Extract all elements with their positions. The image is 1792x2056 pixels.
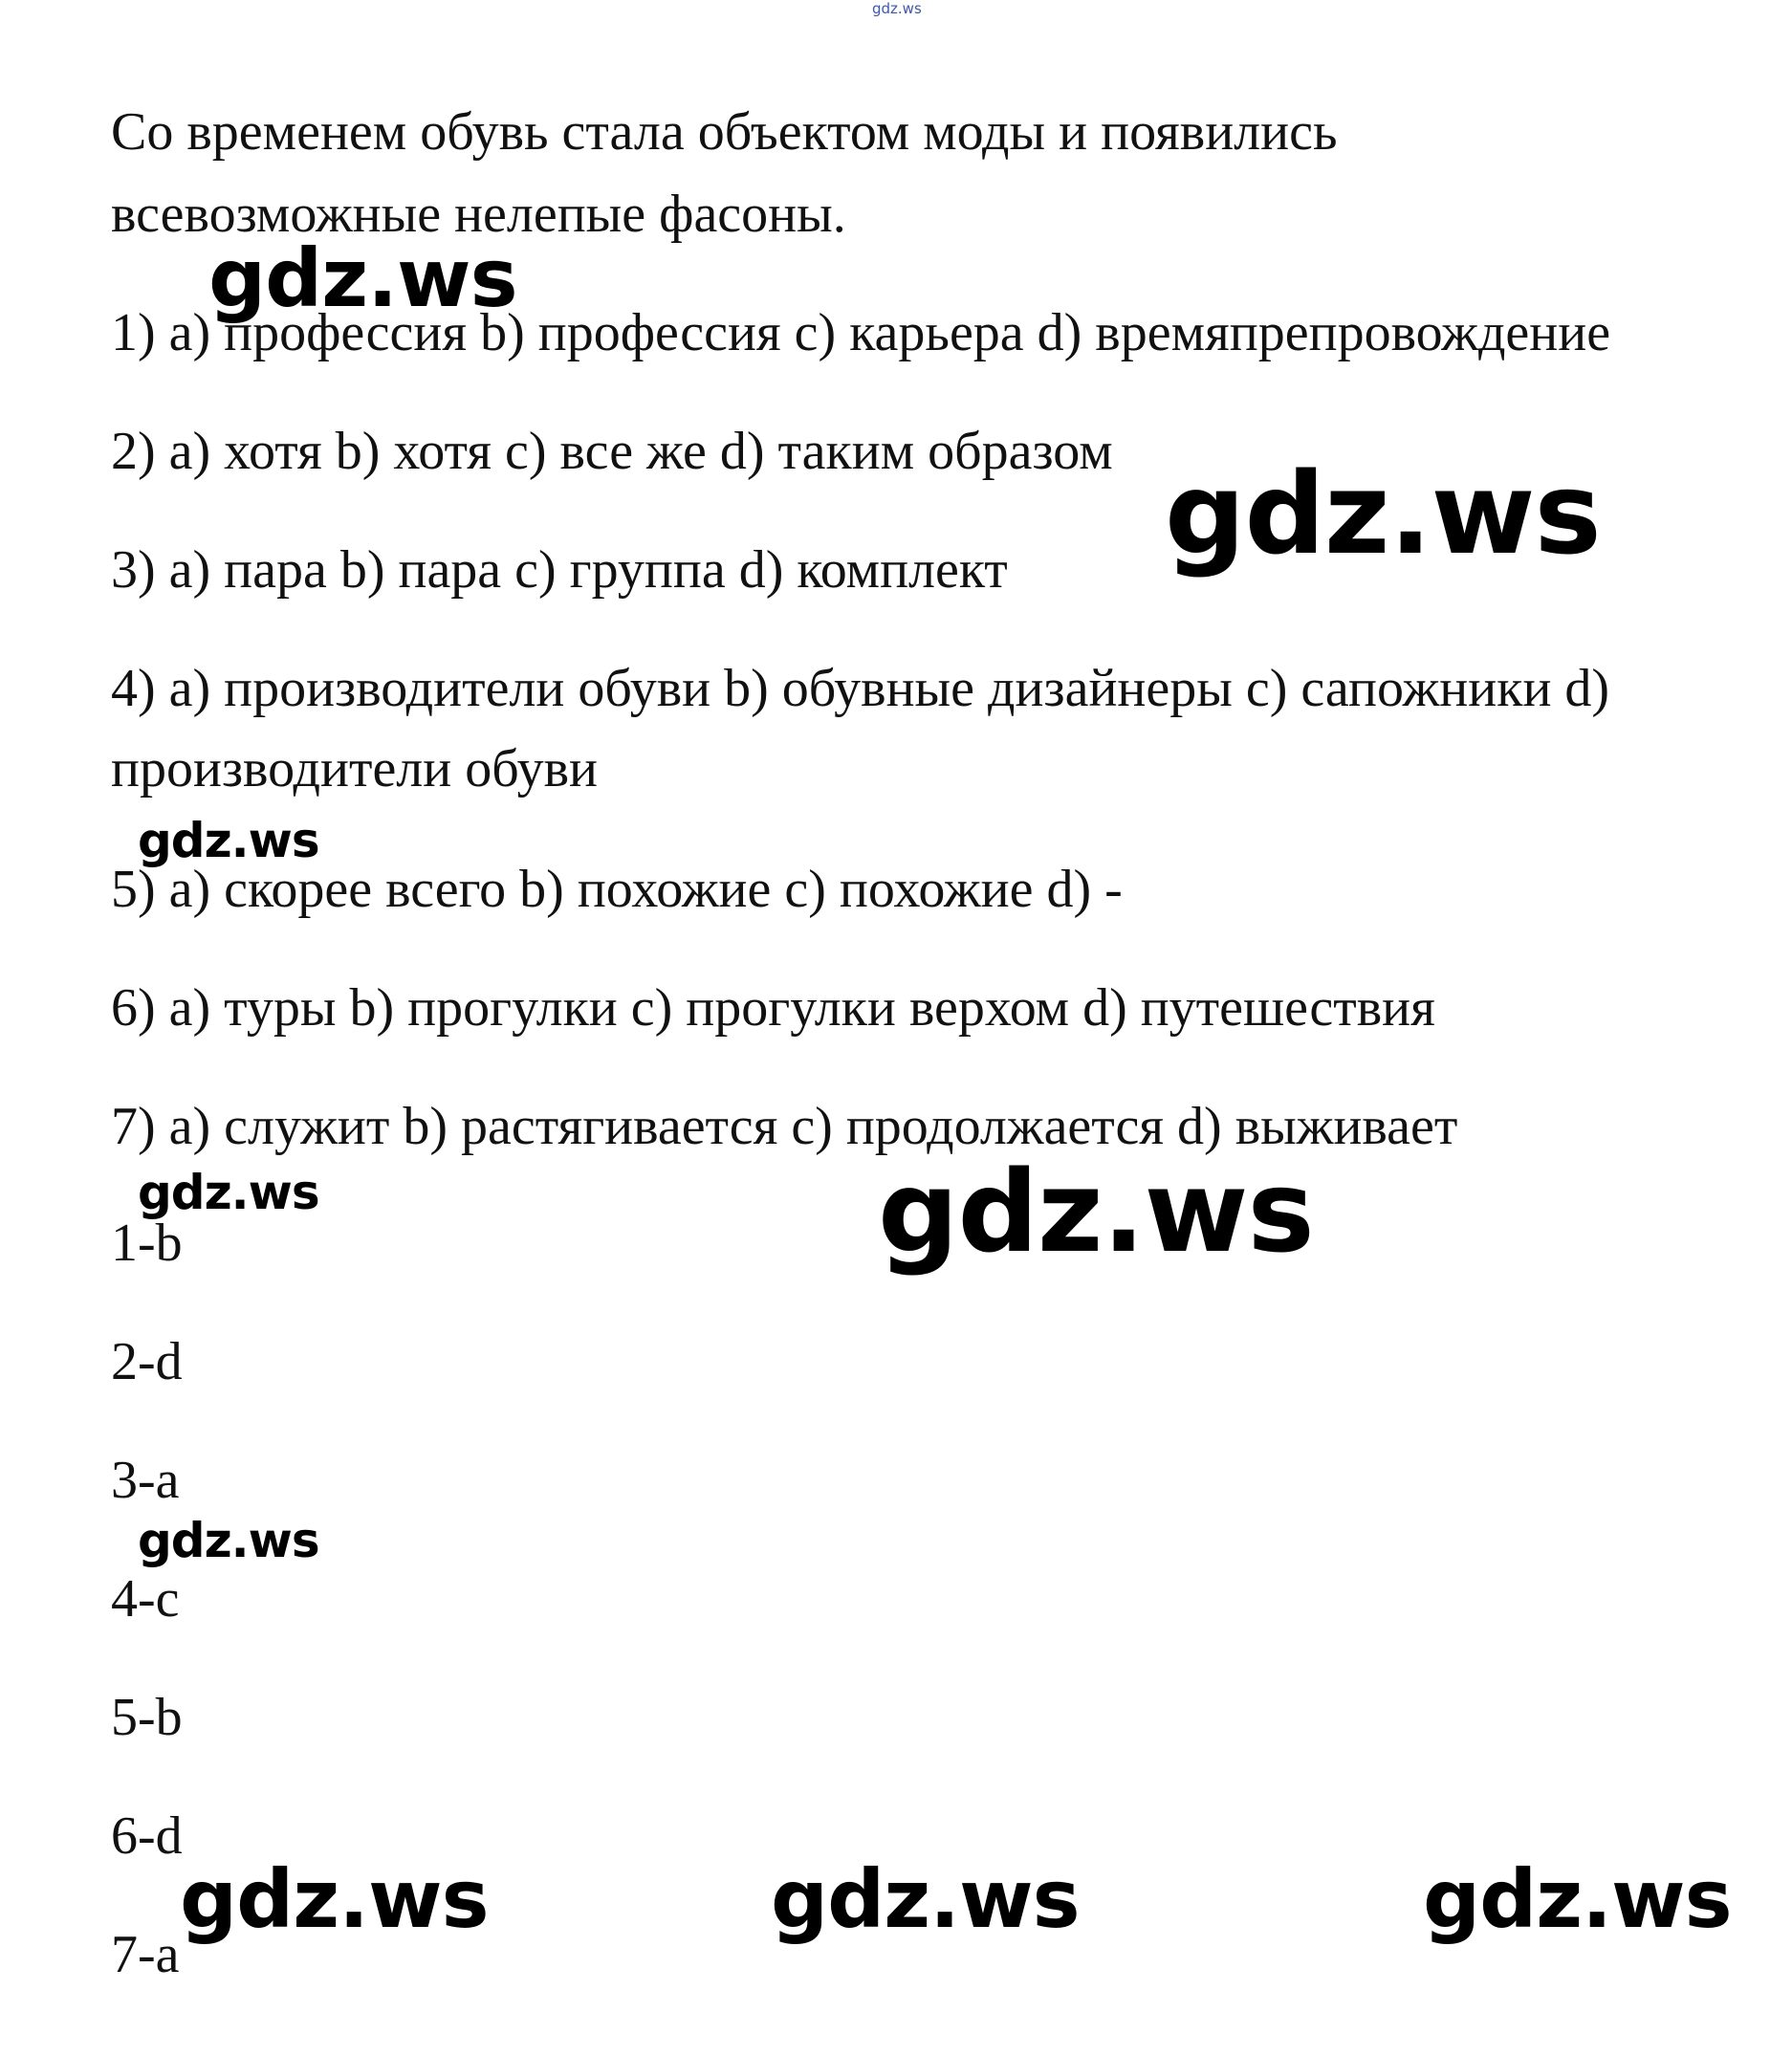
answer-1: 1-b	[111, 1214, 183, 1273]
answer-5: 5-b	[111, 1688, 183, 1747]
question-4-line-2: производители обуви	[111, 739, 598, 798]
watermark: gdz.ws	[138, 1165, 319, 1220]
question-4-line-1: 4) a) производители обуви b) обувные дизайнеры c) сапожники d)	[111, 659, 1610, 718]
watermark: gdz.ws	[1423, 1852, 1732, 1946]
question-3: 3) a) пара b) пара c) группа d) комплект	[111, 540, 1008, 600]
question-2: 2) a) хотя b) хотя c) все же d) таким образом	[111, 422, 1113, 481]
watermark: gdz.ws	[771, 1852, 1080, 1946]
answer-2: 2-d	[111, 1332, 183, 1391]
answer-6: 6-d	[111, 1806, 183, 1866]
intro-line-1: Со временем обувь стала объектом моды и появились	[111, 102, 1338, 162]
answer-7: 7-a	[111, 1925, 180, 1984]
watermark: gdz.ws	[1165, 448, 1601, 580]
watermark: gdz.ws	[138, 1513, 319, 1568]
answer-3: 3-a	[111, 1451, 180, 1510]
watermark: gdz.ws	[878, 1146, 1314, 1278]
watermark: gdz.ws	[208, 231, 517, 325]
watermark-top: gdz.ws	[872, 0, 922, 17]
question-7: 7) a) служит b) растягивается c) продолжается d) выживает	[111, 1097, 1458, 1156]
question-6: 6) a) туры b) прогулки c) прогулки верхом d) путешествия	[111, 978, 1435, 1038]
watermark: gdz.ws	[180, 1852, 489, 1946]
question-1: 1) a) профессия b) профессия c) карьера d) времяпрепровождение	[111, 303, 1611, 362]
intro-line-2: всевозможные нелепые фасоны.	[111, 185, 846, 244]
answer-4: 4-c	[111, 1569, 180, 1629]
watermark: gdz.ws	[138, 813, 319, 868]
question-5: 5) a) скорее всего b) похожие c) похожие d) -	[111, 860, 1123, 919]
